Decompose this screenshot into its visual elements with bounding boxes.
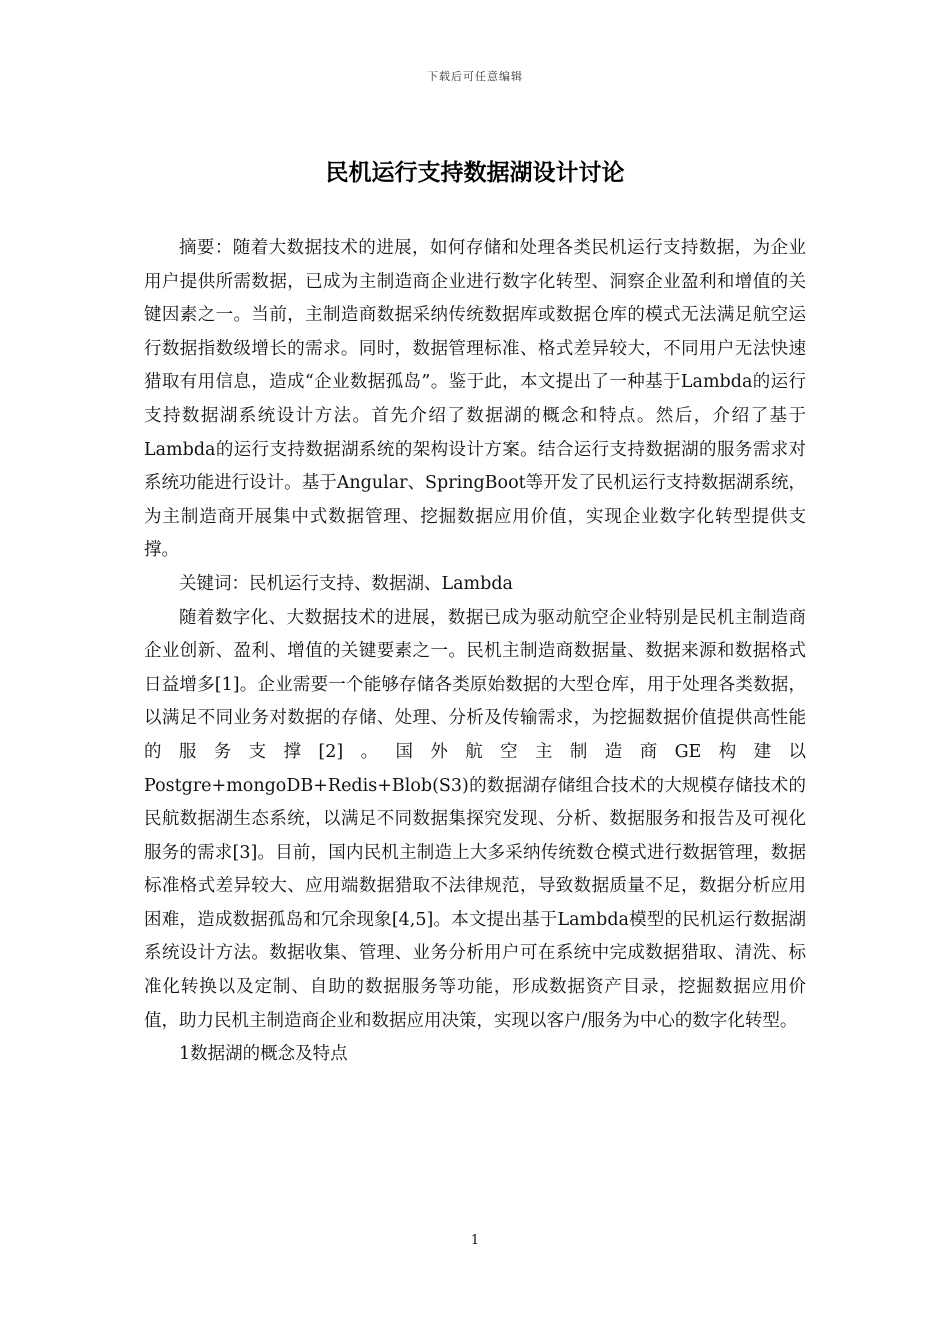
intro-paragraph: 随着数字化、大数据技术的进展，数据已成为驱动航空企业特别是民机主制造商企业创新、盈利、增值的关键要素之一。民机主制造商数据量、数据来源和数据格式日益增多[1]。企业需要一个能够存储各类原始数据的大型仓库，用于处理各类数据，以满足不同业务对数据的存储、处理、分析及传输需求，为挖掘数据价值提供高性能的服务支撑[2]。国外航空主制造商GE构建以Postgre+mongoDB+Redis+Blob(S3)的数据湖存储组合技术的大规模存储技术的民航数据湖生态系统，以满足不同数据集探究发现、分析、数据服务和报告及可视化服务的需求[3]。目前，国内民机主制造上大多采纳传统数仓模式进行数据管理，数据标准格式差异较大、应用端数据猎取不法律规范，导致数据质量不足，数据分析应用困难，造成数据孤岛和冗余现象[4,5]。本文提出基于Lambda模型的民机运行数据湖系统设计方法。数据收集、管理、业务分析用户可在系统中完成数据猎取、清洗、标准化转换以及定制、自助的数据服务等功能，形成数据资产目录，挖掘数据应用价值，助力民机主制造商企业和数据应用决策，实现以客户/服务为中心的数字化转型。 xyxy=(144,607,806,1031)
body-text xyxy=(144,232,806,1072)
abstract-paragraph: 摘要：随着大数据技术的进展，如何存储和处理各类民机运行支持数据，为企业用户提供所需数据，已成为主制造商企业进行数字化转型、洞察企业盈利和增值的关键因素之一。当前，主制造商数据采纳传统数据库或数据仓库的模式无法满足航空运行数据指数级增长的需求。同时，数据管理标准、格式差异较大，不同用户无法快速猎取有用信息，造成“企业数据孤岛”。鉴于此，本文提出了一种基于Lambda的运行支持数据湖系统设计方法。首先介绍了数据湖的概念和特点。然后，介绍了基于Lambda的运行支持数据湖系统的架构设计方案。结合运行支持数据湖的服务需求对系统功能进行设计。基于Angular、SpringBoot等开发了民机运行支持数据湖系统，为主制造商开展集中式数据管理、挖掘数据应用价值，实现企业数字化转型提供支撑。 xyxy=(144,238,806,561)
section-heading: 1数据湖的概念及特点 xyxy=(179,1044,348,1065)
keywords-paragraph: 关键词：民机运行支持、数据湖、Lambda xyxy=(179,573,513,594)
document-title: 民机运行支持数据湖设计讨论 xyxy=(325,160,625,186)
header-note: 下载后可任意编辑 xyxy=(427,70,523,83)
page-number: 1 xyxy=(470,1233,480,1248)
